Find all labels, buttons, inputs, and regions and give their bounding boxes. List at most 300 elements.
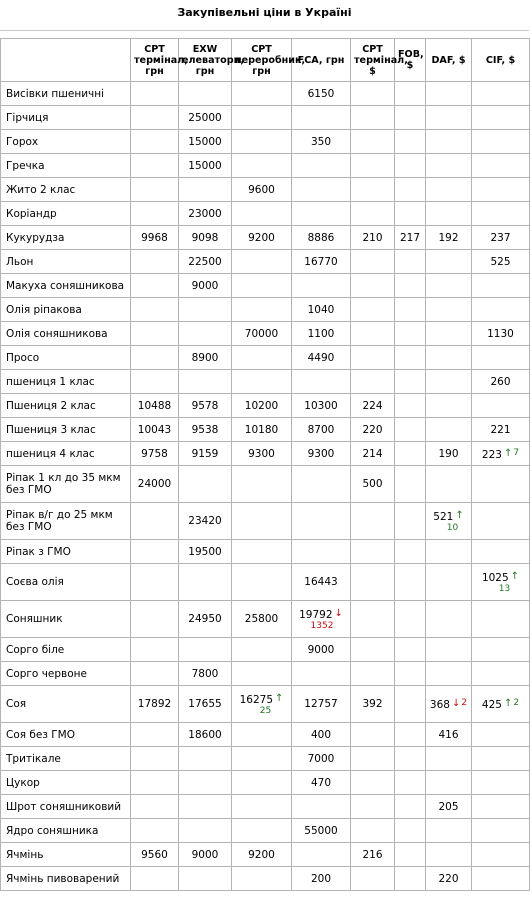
price-cell <box>179 638 232 662</box>
price-cell <box>131 370 179 394</box>
price-cell <box>351 106 395 130</box>
price-cell: 9200 <box>232 226 292 250</box>
price-cell <box>292 202 351 226</box>
table-row <box>1 202 530 226</box>
price-cell: 210 <box>351 226 395 250</box>
price-cell: 470 <box>292 771 351 795</box>
price-cell: 214 <box>351 442 395 466</box>
price-cell <box>395 322 426 346</box>
arrow-up-icon: ↑ <box>455 509 464 521</box>
header-fca-uah: FCA, грн <box>292 39 351 82</box>
price-cell <box>395 540 426 564</box>
price-cell <box>472 82 530 106</box>
price-cell <box>426 843 472 867</box>
product-name: пшениця 4 клас <box>1 442 131 466</box>
price-cell: 500 <box>351 466 395 503</box>
price-cell: 1040 <box>292 298 351 322</box>
price-cell: 9300 <box>232 442 292 466</box>
title-divider <box>0 30 529 31</box>
product-name: Соя без ГМО <box>1 723 131 747</box>
price-cell <box>232 298 292 322</box>
table-row <box>1 82 530 106</box>
price-cell <box>395 274 426 298</box>
table-row <box>1 564 530 601</box>
price-cell <box>426 322 472 346</box>
price-cell <box>472 723 530 747</box>
price-cell <box>472 564 530 601</box>
price-cell: 10043 <box>131 418 179 442</box>
price-cell <box>232 202 292 226</box>
price-cell: 392 <box>351 686 395 723</box>
table-row <box>1 370 530 394</box>
price-cell <box>395 442 426 466</box>
price-change: 7 <box>513 447 520 458</box>
product-name: Соняшник <box>1 601 131 638</box>
price-cell <box>395 178 426 202</box>
table-row <box>1 442 530 466</box>
table-row <box>1 250 530 274</box>
price-cell <box>472 747 530 771</box>
price-cell <box>426 154 472 178</box>
price-cell <box>472 442 530 466</box>
price-cell <box>472 106 530 130</box>
table-row <box>1 747 530 771</box>
price-cell <box>395 346 426 370</box>
product-name: Сорго червоне <box>1 662 131 686</box>
price-cell <box>426 130 472 154</box>
price-cell <box>179 747 232 771</box>
price-cell: 525 <box>472 250 530 274</box>
price-cell <box>131 274 179 298</box>
price-cell <box>351 250 395 274</box>
product-name: Цукор <box>1 771 131 795</box>
price-cell <box>351 322 395 346</box>
price-cell <box>351 274 395 298</box>
price-cell <box>472 771 530 795</box>
product-name: Ріпак в/г до 25 мкм без ГМО <box>1 503 131 540</box>
price-cell <box>395 686 426 723</box>
product-name: Гречка <box>1 154 131 178</box>
price-cell <box>131 564 179 601</box>
price-cell <box>292 503 351 540</box>
table-row <box>1 346 530 370</box>
price-cell <box>351 503 395 540</box>
price-cell: 18600 <box>179 723 232 747</box>
price-cell <box>472 274 530 298</box>
price-value: 223 <box>481 448 502 461</box>
price-cell <box>395 771 426 795</box>
price-cell <box>232 250 292 274</box>
price-cell <box>131 298 179 322</box>
price-cell <box>292 106 351 130</box>
price-cell <box>131 154 179 178</box>
price-cell: 1130 <box>472 322 530 346</box>
price-cell <box>179 564 232 601</box>
price-cell <box>351 130 395 154</box>
table-row <box>1 466 530 503</box>
price-cell <box>426 298 472 322</box>
product-name: Жито 2 клас <box>1 178 131 202</box>
price-cell <box>351 795 395 819</box>
price-cell <box>131 601 179 638</box>
price-cell <box>232 346 292 370</box>
price-cell <box>351 370 395 394</box>
price-cell <box>395 154 426 178</box>
table-row <box>1 723 530 747</box>
price-cell <box>131 346 179 370</box>
price-cell <box>351 819 395 843</box>
price-cell <box>131 202 179 226</box>
price-cell: 17655 <box>179 686 232 723</box>
price-cell: 9000 <box>179 274 232 298</box>
price-cell <box>426 394 472 418</box>
price-cell <box>395 662 426 686</box>
price-cell: 15000 <box>179 154 232 178</box>
price-cell: 190 <box>426 442 472 466</box>
arrow-up-icon: ↑ <box>510 570 520 582</box>
price-cell <box>426 601 472 638</box>
table-row <box>1 795 530 819</box>
price-cell <box>351 662 395 686</box>
price-cell <box>351 638 395 662</box>
price-cell <box>395 638 426 662</box>
price-cell: 9159 <box>179 442 232 466</box>
product-name: Кукурудза <box>1 226 131 250</box>
price-value: 19792 <box>299 608 333 621</box>
price-cell: 8886 <box>292 226 351 250</box>
price-cell <box>232 370 292 394</box>
price-cell: 9578 <box>179 394 232 418</box>
price-cell <box>232 686 292 723</box>
price-cell: 224 <box>351 394 395 418</box>
table-body <box>1 82 530 891</box>
table-row <box>1 843 530 867</box>
price-cell <box>472 178 530 202</box>
price-cell <box>232 154 292 178</box>
price-cell <box>426 418 472 442</box>
price-cell <box>426 202 472 226</box>
table-row <box>1 154 530 178</box>
price-cell <box>426 346 472 370</box>
price-cell <box>395 106 426 130</box>
price-cell <box>351 723 395 747</box>
price-cell <box>426 819 472 843</box>
price-cell <box>426 638 472 662</box>
price-cell <box>232 503 292 540</box>
price-cell <box>426 747 472 771</box>
price-cell: 24950 <box>179 601 232 638</box>
price-cell <box>426 662 472 686</box>
price-cell <box>232 82 292 106</box>
price-cell <box>179 82 232 106</box>
header-product <box>1 39 131 82</box>
price-cell <box>472 686 530 723</box>
price-value: 1025 <box>481 571 509 584</box>
price-cell <box>292 601 351 638</box>
price-cell <box>351 564 395 601</box>
price-cell <box>472 540 530 564</box>
price-cell <box>179 298 232 322</box>
product-name: Ячмінь пивоварений <box>1 867 131 891</box>
price-cell <box>472 795 530 819</box>
price-cell <box>292 154 351 178</box>
price-cell <box>232 819 292 843</box>
price-cell <box>232 564 292 601</box>
table-row <box>1 662 530 686</box>
price-cell <box>179 819 232 843</box>
price-cell <box>232 795 292 819</box>
price-cell <box>351 601 395 638</box>
price-cell <box>131 540 179 564</box>
price-cell: 9758 <box>131 442 179 466</box>
price-cell <box>472 867 530 891</box>
price-cell <box>232 771 292 795</box>
price-cell <box>131 638 179 662</box>
price-cell <box>232 723 292 747</box>
price-cell <box>472 466 530 503</box>
price-cell <box>395 601 426 638</box>
price-cell: 9200 <box>232 843 292 867</box>
price-cell: 9560 <box>131 843 179 867</box>
price-cell <box>395 250 426 274</box>
price-cell <box>131 795 179 819</box>
product-name: Коріандр <box>1 202 131 226</box>
price-cell <box>292 370 351 394</box>
price-cell <box>426 274 472 298</box>
product-name: Ячмінь <box>1 843 131 867</box>
price-cell: 9538 <box>179 418 232 442</box>
price-cell <box>131 867 179 891</box>
price-cell <box>351 867 395 891</box>
price-cell: 4490 <box>292 346 351 370</box>
price-cell <box>179 867 232 891</box>
price-cell <box>426 106 472 130</box>
arrow-up-icon: ↑ <box>275 692 284 704</box>
price-cell: 15000 <box>179 130 232 154</box>
product-name: пшениця 1 клас <box>1 370 131 394</box>
price-cell <box>351 540 395 564</box>
price-cell <box>426 564 472 601</box>
price-cell <box>426 178 472 202</box>
header-row <box>1 39 530 82</box>
price-cell <box>472 346 530 370</box>
price-cell <box>292 843 351 867</box>
price-cell <box>395 130 426 154</box>
price-cell <box>351 771 395 795</box>
header-exw-elevator-uah: EXW елеватори, грн <box>179 39 232 82</box>
price-cell: 200 <box>292 867 351 891</box>
table-row <box>1 322 530 346</box>
price-cell <box>232 274 292 298</box>
header-fob-usd: FOB, $ <box>395 39 426 82</box>
price-cell: 55000 <box>292 819 351 843</box>
table-row <box>1 226 530 250</box>
price-cell: 12757 <box>292 686 351 723</box>
page-title: Закупівельні ціни в Україні <box>177 6 352 19</box>
price-cell <box>395 564 426 601</box>
price-cell <box>472 638 530 662</box>
price-cell <box>351 298 395 322</box>
price-cell <box>395 795 426 819</box>
product-name: Пшениця 2 клас <box>1 394 131 418</box>
price-cell <box>351 202 395 226</box>
arrow-up-icon: ↑ <box>503 698 513 709</box>
price-cell <box>179 795 232 819</box>
price-cell <box>232 130 292 154</box>
table-row <box>1 298 530 322</box>
product-name: Соєва олія <box>1 564 131 601</box>
price-cell: 70000 <box>232 322 292 346</box>
price-cell: 9098 <box>179 226 232 250</box>
price-change: 2 <box>461 698 468 708</box>
price-cell <box>472 503 530 540</box>
header-cpt-processor-uah: CPT переробник, грн <box>232 39 292 82</box>
price-cell: 23420 <box>179 503 232 540</box>
table-row <box>1 106 530 130</box>
table-row <box>1 178 530 202</box>
price-cell <box>395 747 426 771</box>
price-cell <box>472 130 530 154</box>
product-name: Висівки пшеничні <box>1 82 131 106</box>
price-cell: 9968 <box>131 226 179 250</box>
price-cell: 16770 <box>292 250 351 274</box>
table-row <box>1 638 530 662</box>
price-cell: 416 <box>426 723 472 747</box>
price-cell: 17892 <box>131 686 179 723</box>
product-name: Ріпак з ГМО <box>1 540 131 564</box>
price-cell <box>395 418 426 442</box>
price-cell: 9300 <box>292 442 351 466</box>
price-cell: 192 <box>426 226 472 250</box>
price-cell: 10300 <box>292 394 351 418</box>
price-value: 368 <box>429 699 450 711</box>
price-cell <box>426 686 472 723</box>
product-name: Тритікале <box>1 747 131 771</box>
price-cell <box>131 106 179 130</box>
price-cell <box>472 394 530 418</box>
price-cell <box>179 370 232 394</box>
price-cell <box>131 723 179 747</box>
price-cell <box>232 540 292 564</box>
header-cpt-terminal-uah: CPT термінал, грн <box>131 39 179 82</box>
price-cell: 221 <box>472 418 530 442</box>
price-cell <box>131 130 179 154</box>
price-change: 25 <box>259 705 272 716</box>
price-cell: 8900 <box>179 346 232 370</box>
price-cell: 7800 <box>179 662 232 686</box>
price-cell: 10180 <box>232 418 292 442</box>
price-cell <box>472 202 530 226</box>
arrow-down-icon: ↓ <box>451 698 461 709</box>
price-cell: 260 <box>472 370 530 394</box>
product-name: Ріпак 1 кл до 35 мкм без ГМО <box>1 466 131 503</box>
price-cell: 237 <box>472 226 530 250</box>
price-cell <box>292 466 351 503</box>
price-cell <box>395 466 426 503</box>
price-cell <box>131 662 179 686</box>
price-cell <box>351 747 395 771</box>
price-cell <box>472 154 530 178</box>
product-name: Сорго біле <box>1 638 131 662</box>
price-cell <box>395 298 426 322</box>
product-name: Гірчиця <box>1 106 131 130</box>
prices-table <box>0 38 530 891</box>
price-cell <box>292 274 351 298</box>
price-cell <box>292 178 351 202</box>
price-cell <box>395 867 426 891</box>
price-cell: 25000 <box>179 106 232 130</box>
product-name: Олія соняшникова <box>1 322 131 346</box>
price-cell <box>179 771 232 795</box>
price-change: 10 <box>446 522 459 533</box>
price-cell <box>232 466 292 503</box>
price-cell <box>351 154 395 178</box>
price-cell <box>131 250 179 274</box>
price-cell: 16443 <box>292 564 351 601</box>
price-cell <box>426 250 472 274</box>
product-name: Ядро соняшника <box>1 819 131 843</box>
price-cell <box>395 202 426 226</box>
product-name: Льон <box>1 250 131 274</box>
price-cell <box>395 819 426 843</box>
price-cell: 19500 <box>179 540 232 564</box>
price-cell: 9600 <box>232 178 292 202</box>
price-cell <box>395 503 426 540</box>
price-cell: 22500 <box>179 250 232 274</box>
price-cell <box>426 82 472 106</box>
price-cell: 220 <box>426 867 472 891</box>
price-cell <box>232 867 292 891</box>
price-cell: 400 <box>292 723 351 747</box>
price-cell: 220 <box>351 418 395 442</box>
price-cell <box>179 178 232 202</box>
price-value: 521 <box>433 510 454 523</box>
table-row <box>1 418 530 442</box>
price-cell <box>395 370 426 394</box>
price-cell: 10200 <box>232 394 292 418</box>
price-value: 16275 <box>239 693 273 706</box>
price-cell: 7000 <box>292 747 351 771</box>
price-change: 2 <box>513 698 520 708</box>
price-cell <box>472 843 530 867</box>
price-cell <box>131 747 179 771</box>
price-cell <box>131 322 179 346</box>
price-cell <box>131 771 179 795</box>
price-cell: 6150 <box>292 82 351 106</box>
product-name: Соя <box>1 686 131 723</box>
price-cell <box>426 771 472 795</box>
product-name: Шрот соняшниковий <box>1 795 131 819</box>
price-cell: 24000 <box>131 466 179 503</box>
price-cell <box>131 82 179 106</box>
price-cell <box>472 298 530 322</box>
price-cell <box>426 466 472 503</box>
table-row <box>1 867 530 891</box>
price-cell <box>131 819 179 843</box>
price-cell <box>179 466 232 503</box>
price-cell <box>179 322 232 346</box>
product-name: Пшениця 3 клас <box>1 418 131 442</box>
price-cell <box>292 795 351 819</box>
price-value: 425 <box>481 699 502 711</box>
table-row <box>1 601 530 638</box>
price-cell <box>351 82 395 106</box>
price-change: 1352 <box>310 620 334 631</box>
price-cell <box>232 747 292 771</box>
price-cell <box>232 106 292 130</box>
price-cell <box>426 370 472 394</box>
table-row <box>1 771 530 795</box>
